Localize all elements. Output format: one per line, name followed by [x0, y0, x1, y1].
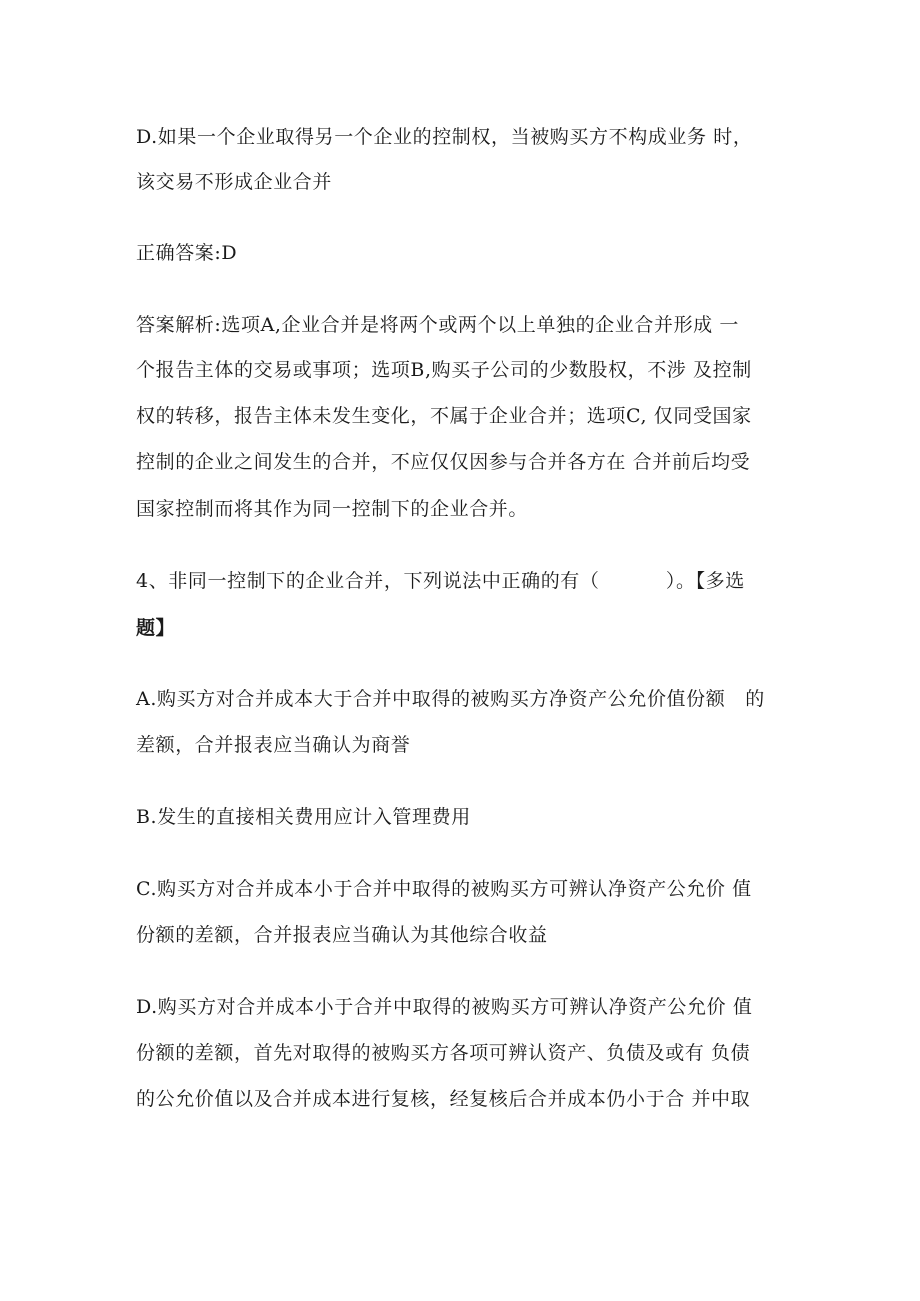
q4-option-d-line-1: D.购买方对合并成本小于合并中取得的被购买方可辨认净资产公允价 值 — [136, 996, 753, 1018]
q3-option-d-line-1: D.如果一个企业取得另一个企业的控制权，当被购买方不构成业务 时， — [136, 126, 753, 148]
q3-option-d-line-2: 该交易不形成企业合并 — [136, 171, 333, 193]
q3-explanation-line-2: 个报告主体的交易或事项；选项B,购买子公司的少数股权，不涉 及控制 — [136, 359, 752, 381]
q3-explanation-line-1: 答案解析:选项A,企业合并是将两个或两个以上单独的企业合并形成 一 — [136, 314, 740, 336]
q4-option-d-line-3: 的公允价值以及合并成本进行复核，经复核后合并成本仍小于合 并中取 — [136, 1088, 751, 1110]
q3-explanation-line-5: 国家控制而将其作为同一控制下的企业合并。 — [136, 498, 529, 520]
q4-stem-line-1: 4、非同一控制下的企业合并，下列说法中正确的有（ ）。【多选 — [136, 570, 745, 592]
q4-stem-line-2: 题】 — [136, 617, 176, 639]
q4-option-a-line-2: 差额，合并报表应当确认为商誉 — [136, 734, 411, 756]
q4-option-a-line-1: A.购买方对合并成本大于合并中取得的被购买方净资产公允价值份额 的 — [136, 688, 765, 710]
q3-explanation-line-3: 权的转移，报告主体未发生变化，不属于企业合并；选项C, 仅同受国家 — [136, 405, 752, 427]
q4-option-d-line-2: 份额的差额，首先对取得的被购买方各项可辨认资产、负债及或有 负债 — [136, 1042, 751, 1064]
q3-correct-answer: 正确答案:D — [136, 242, 238, 264]
q4-option-b-line-1: B.发生的直接相关费用应计入管理费用 — [136, 806, 471, 828]
q3-explanation-line-4: 控制的企业之间发生的合并，不应仅仅因参与合并各方在 合并前后均受 — [136, 451, 751, 473]
q4-option-c-line-2: 份额的差额，合并报表应当确认为其他综合收益 — [136, 924, 548, 946]
q4-option-c-line-1: C.购买方对合并成本小于合并中取得的被购买方可辨认净资产公允价 值 — [136, 878, 752, 900]
